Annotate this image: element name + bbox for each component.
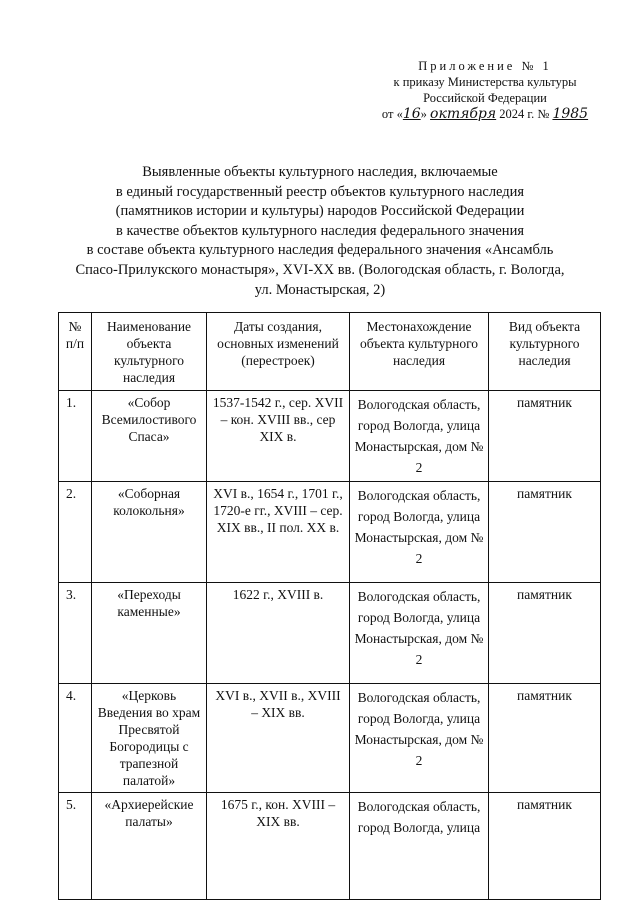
cell-number: 2. (59, 482, 92, 583)
table-row (59, 793, 601, 900)
cell-name: «Соборная колокольня» (92, 482, 207, 583)
cell-kind: памятник (489, 482, 601, 583)
header-number: № п/п (59, 313, 92, 391)
cell-dates: 1622 г., XVIII в. (207, 583, 350, 684)
handwritten-day: 16 (402, 106, 421, 122)
document-heading (40, 163, 600, 300)
heading-line: в качестве объектов культурного наследия федерального значения (115, 222, 524, 239)
cell-name: «Переходы каменные» (92, 583, 207, 684)
heading-line: в единый государственный реестр объектов культурного наследия (115, 183, 525, 200)
heading-line: (памятников истории и культуры) народов Российской Федерации (115, 203, 525, 220)
cell-kind: памятник (489, 793, 601, 900)
table-row (59, 391, 601, 482)
appendix-block (360, 58, 610, 122)
header-name: Наименование объекта культурного наследия (92, 313, 207, 391)
cell-name: «Церковь Введения во храм Пресвятой Богородицы с трапезной палатой» (92, 684, 207, 793)
cell-dates: XVI в., XVII в., XVIII – XIX вв. (207, 684, 350, 793)
header-dates: Даты создания, основных изменений (перестроек) (207, 313, 350, 391)
appendix-title: Приложение № 1 (418, 59, 552, 73)
heading-line: Выявленные объекты культурного наследия, включаемые (142, 164, 498, 180)
cell-dates: 1537-1542 г., сер. XVII – кон. XVIII вв., сер XIX в. (207, 391, 350, 482)
appendix-date-line (360, 106, 610, 122)
cell-location: Вологодская область, город Вологда, улица Монастырская, дом № 2 (350, 583, 489, 684)
cell-location: Вологодская область, город Вологда, улица Монастырская, дом № 2 (350, 482, 489, 583)
appendix-ministry-line: Российской Федерации (423, 91, 547, 105)
cell-kind: памятник (489, 583, 601, 684)
cell-location: Вологодская область, город Вологда, улица Монастырская, дом № 2 (350, 684, 489, 793)
cell-location: Вологодская область, город Вологда, улица Монастырская, дом № 2 (350, 391, 489, 482)
cell-kind: памятник (489, 684, 601, 793)
cell-kind: памятник (489, 391, 601, 482)
header-location: Местонахождение объекта культурного наследия (350, 313, 489, 391)
handwritten-month: октября (430, 106, 497, 122)
cell-dates: XVI в., 1654 г., 1701 г., 1720-е гг., XVIII – сер. XIX вв., II пол. XX в. (207, 482, 350, 583)
cell-name: «Архиерейские палаты» (92, 793, 207, 900)
table-row (59, 482, 601, 583)
table-row (59, 583, 601, 684)
appendix-order-line: к приказу Министерства культуры (393, 75, 577, 89)
handwritten-order-number: 1985 (552, 106, 589, 122)
cell-dates: 1675 г., кон. XVIII – XIX вв. (207, 793, 350, 900)
heading-line: в составе объекта культурного наследия федерального значения «Ансамбль (86, 242, 554, 259)
cell-number: 3. (59, 583, 92, 684)
heading-line: Спасо-Прилукского монастыря», XVI-XX вв. (Вологодская область, г. Вологда, (75, 261, 565, 278)
date-year: 2024 г. № (496, 107, 553, 121)
cell-number: 1. (59, 391, 92, 482)
cell-name: «Собор Всемилостивого Спаса» (92, 391, 207, 482)
table-row (59, 684, 601, 793)
cell-number: 4. (59, 684, 92, 793)
heading-line: ул. Монастырская, 2) (254, 281, 386, 298)
cell-number: 5. (59, 793, 92, 900)
table-header-row (59, 313, 601, 391)
header-kind: Вид объекта культурного наследия (489, 313, 601, 391)
date-mid: » (420, 107, 431, 121)
cell-location: Вологодская область, город Вологда, улица (350, 793, 489, 900)
heritage-objects-table (58, 312, 601, 900)
date-prefix: от « (381, 107, 403, 121)
